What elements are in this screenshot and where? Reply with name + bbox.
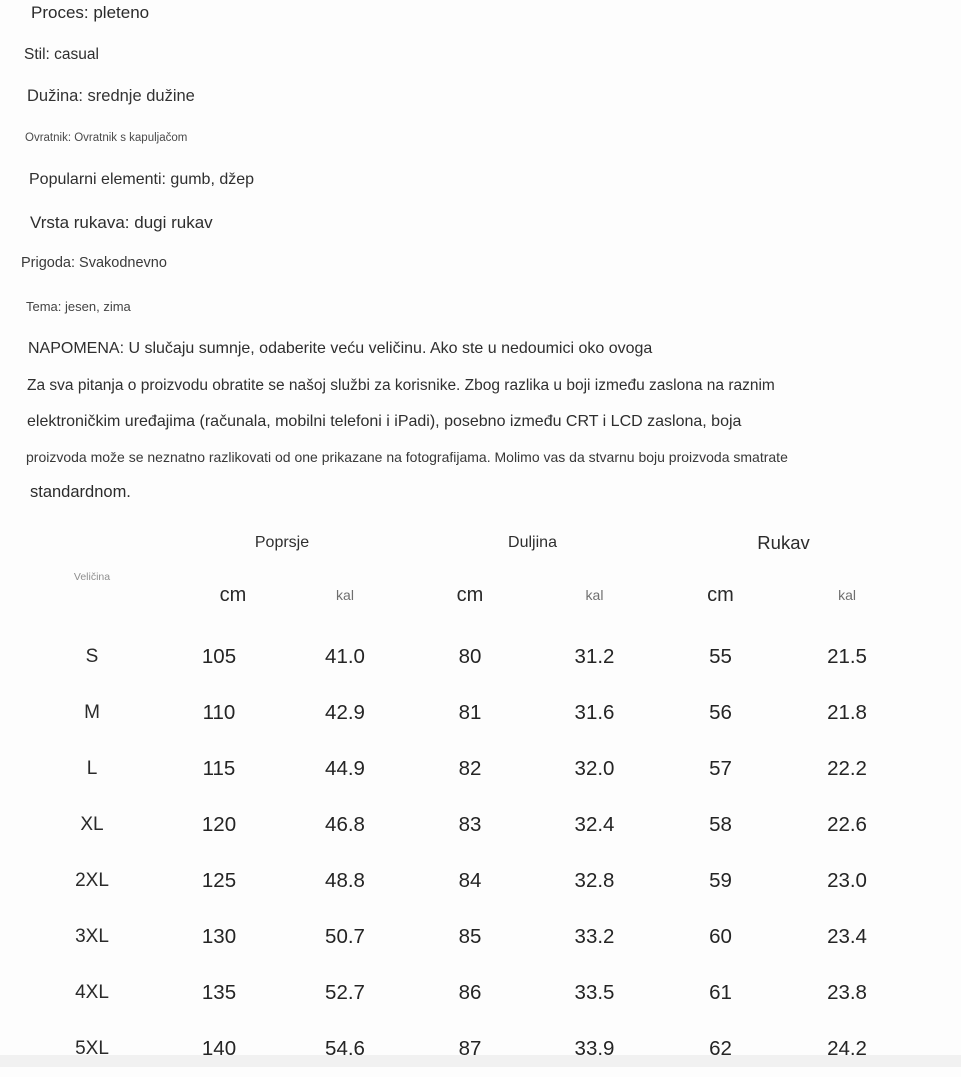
measurement-cell: 62 — [709, 1037, 732, 1060]
attribute-vrsta-rukava: Vrsta rukava: dugi rukav — [30, 213, 213, 232]
attribute-tema: Tema: jesen, zima — [26, 299, 131, 314]
measurement-cell: 81 — [458, 701, 482, 724]
measurement-cell: 58 — [709, 813, 732, 836]
note-line: proizvoda može se neznatno razlikovati od one prikazane na fotografijama. Molimo vas da stvarnu boju proizvoda smatrate — [26, 449, 788, 465]
measurement-cell: 82 — [458, 757, 482, 780]
table-row — [0, 909, 910, 965]
measurement-cell: 23.8 — [827, 981, 867, 1004]
measurement-cell: 80 — [458, 645, 482, 668]
measurement-cell: 46.8 — [325, 813, 365, 836]
measurement-cell: 31.6 — [574, 701, 615, 724]
measurement-cell: 130 — [201, 925, 237, 948]
attribute-stil: Stil: casual — [24, 46, 99, 63]
unit-label-kal: kal — [336, 587, 354, 603]
measurement-cell: 120 — [201, 813, 237, 836]
attribute-ovratnik: Ovratnik: Ovratnik s kapuljačom — [25, 132, 188, 144]
table-row — [0, 1021, 910, 1077]
group-label-poprsje: Poprsje — [254, 534, 310, 551]
measurement-cell: 32.0 — [574, 757, 615, 780]
note-line: elektroničkim uređajima (računala, mobilni telefoni i iPadi), posebno između CRT i LCD zaslona, boja — [27, 413, 742, 430]
measurement-cell: 60 — [709, 925, 732, 948]
measurement-cell: 140 — [201, 1037, 237, 1060]
measurement-cell: 31.2 — [574, 645, 615, 668]
measurement-cell: 32.8 — [574, 869, 615, 892]
measurement-cell: 86 — [458, 981, 482, 1004]
measurement-cell: 33.5 — [574, 981, 615, 1004]
table-row — [0, 797, 910, 853]
size-label: 5XL — [75, 1038, 109, 1059]
table-row — [0, 629, 910, 685]
measurement-cell: 23.0 — [827, 869, 867, 892]
measurement-cell: 21.5 — [827, 645, 867, 668]
unit-label-kal: kal — [838, 587, 856, 603]
group-label-duljina: Duljina — [508, 534, 557, 551]
measurement-cell: 125 — [201, 869, 237, 892]
measurement-cell: 54.6 — [325, 1037, 365, 1060]
measurement-cell: 41.0 — [325, 645, 365, 668]
unit-label-cm: cm — [707, 583, 734, 606]
measurement-cell: 22.2 — [827, 757, 867, 780]
measurement-cell: 42.9 — [325, 701, 365, 724]
measurement-cell: 55 — [709, 645, 732, 668]
group-label-rukav: Rukav — [757, 532, 810, 553]
measurement-cell: 61 — [709, 981, 732, 1004]
measurement-cell: 33.9 — [574, 1037, 615, 1060]
measurement-cell: 21.8 — [827, 701, 867, 724]
size-label: 3XL — [75, 926, 109, 947]
unit-label-cm: cm — [219, 583, 247, 606]
measurement-cell: 85 — [458, 925, 482, 948]
size-label: S — [85, 646, 99, 667]
measurement-cell: 50.7 — [325, 925, 365, 948]
size-label: XL — [80, 814, 104, 835]
measurement-cell: 22.6 — [827, 813, 867, 836]
measurement-cell: 52.7 — [325, 981, 365, 1004]
measurement-cell: 24.2 — [827, 1037, 867, 1060]
table-row — [0, 965, 910, 1021]
table-row — [0, 853, 910, 909]
note-line: NAPOMENA: U slučaju sumnje, odaberite veću veličinu. Ako ste u nedoumici oko ovoga — [28, 340, 653, 357]
note-line: standardnom. — [30, 483, 131, 501]
attribute-popularni-elementi: Popularni elementi: gumb, džep — [29, 171, 255, 188]
note-line: Za sva pitanja o proizvodu obratite se našoj službi za korisnike. Zbog razlika u boji između zaslona na raznim — [27, 377, 775, 394]
attribute-prigoda: Prigoda: Svakodnevno — [21, 255, 167, 271]
attribute-duzina: Dužina: srednje dužine — [27, 87, 195, 105]
attribute-proces: Proces: pleteno — [31, 3, 150, 22]
size-label: M — [84, 702, 100, 723]
measurement-cell: 44.9 — [325, 757, 365, 780]
size-label: 2XL — [75, 870, 109, 891]
table-row — [0, 685, 910, 741]
measurement-cell: 56 — [709, 701, 732, 724]
measurement-cell: 57 — [709, 757, 732, 780]
measurement-cell: 83 — [458, 813, 482, 836]
measurement-cell: 87 — [458, 1037, 482, 1060]
measurement-cell: 23.4 — [827, 925, 867, 948]
measurement-cell: 84 — [458, 869, 482, 892]
group-header-row — [0, 525, 910, 561]
size-label: 4XL — [75, 982, 109, 1003]
measurement-cell: 110 — [202, 701, 236, 724]
measurement-cell: 33.2 — [574, 925, 615, 948]
measurement-cell: 115 — [202, 757, 236, 780]
measurement-cell: 135 — [201, 981, 237, 1004]
size-label: L — [86, 758, 98, 779]
measurement-cell: 105 — [201, 645, 237, 668]
table-row — [0, 741, 910, 797]
corner-label: Veličina — [73, 571, 111, 583]
unit-label-cm: cm — [456, 583, 484, 606]
measurement-cell: 48.8 — [325, 869, 365, 892]
unit-label-kal: kal — [585, 587, 604, 603]
measurement-cell: 59 — [709, 869, 732, 892]
measurement-cell: 32.4 — [574, 813, 615, 836]
size-chart-table — [0, 525, 910, 1077]
